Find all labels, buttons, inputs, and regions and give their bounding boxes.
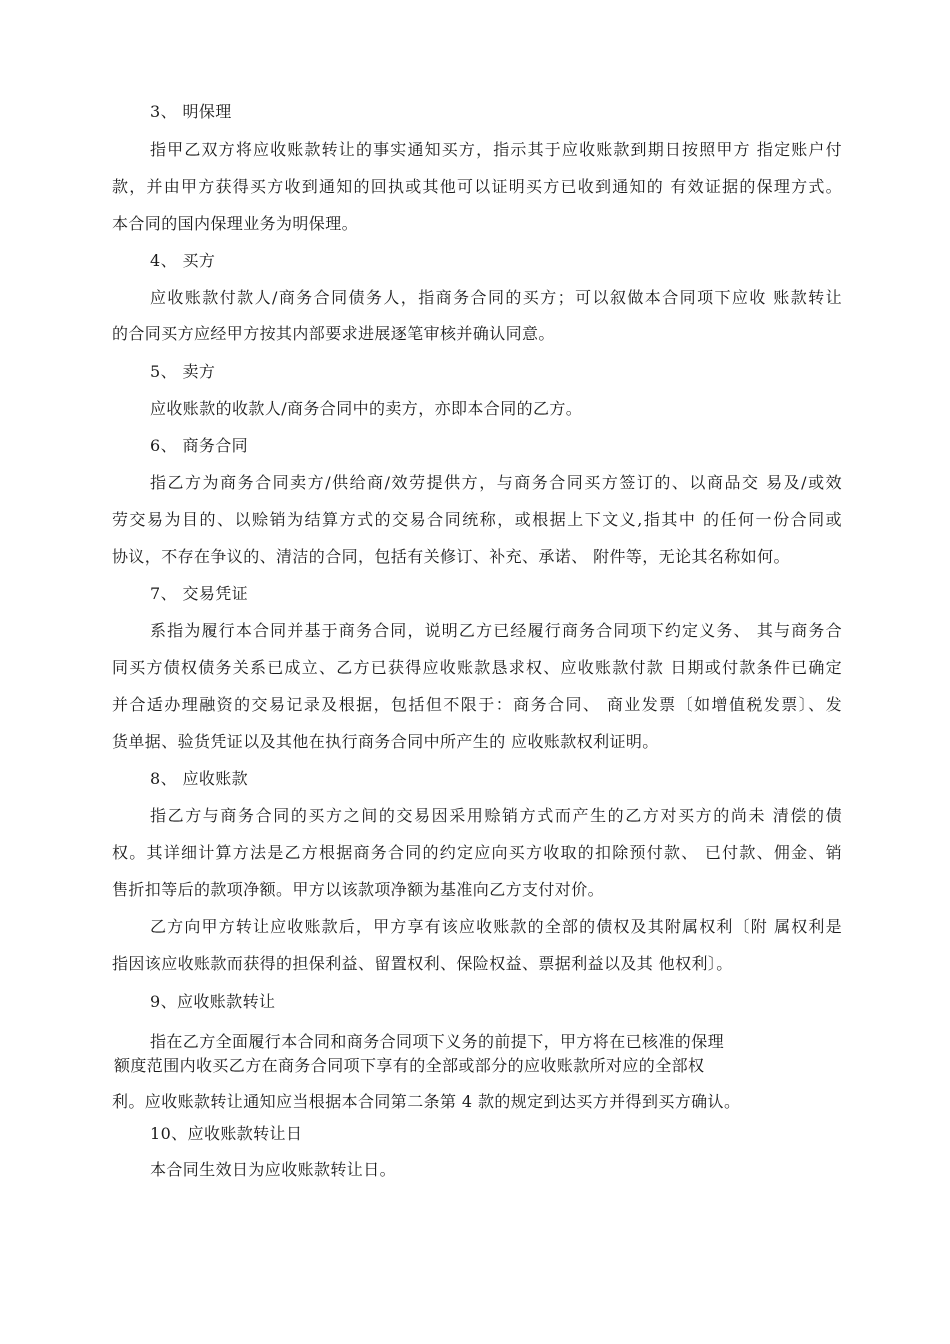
paragraph-line: 同买方债权债务关系已成立、乙方已获得应收账款恳求权、应收账款付款 日期或付款条件已确定	[112, 658, 842, 677]
paragraph-line: 指乙方为商务合同卖方/供给商/效劳提供方，与商务合同买方签订的、以商品交 易及/或效	[150, 473, 842, 492]
paragraph-line: 系指为履行本合同并基于商务合同，说明乙方已经履行商务合同项下约定义务、 其与商务合	[150, 621, 842, 640]
section-heading: 3、 明保理	[150, 102, 232, 121]
paragraph-line: 售折扣等后的款项净额。甲方以该款项净额为基准向乙方支付对价。	[112, 880, 605, 899]
section-heading: 10、应收账款转让日	[150, 1124, 303, 1143]
paragraph-line: 指因该应收账款而获得的担保利益、留置权利、保险权益、票据利益以及其 他权利〕。	[112, 954, 733, 973]
section-heading: 5、 卖方	[150, 362, 216, 381]
paragraph-line: 协议，不存在争议的、清洁的合同，包括有关修订、补充、承诺、 附件等，无论其名称如何。	[112, 547, 790, 566]
section-heading: 6、 商务合同	[150, 436, 249, 455]
section-heading: 7、 交易凭证	[150, 584, 249, 603]
paragraph-line: 应收账款付款人/商务合同债务人，指商务合同的买方；可以叙做本合同项下应收 账款转让	[150, 288, 842, 307]
paragraph-line: 应收账款的收款人/商务合同中的卖方，亦即本合同的乙方。	[150, 399, 583, 418]
paragraph-line: 乙方向甲方转让应收账款后，甲方享有该应收账款的全部的债权及其附属权利〔附 属权利是	[150, 917, 842, 936]
paragraph-line: 的合同买方应经甲方按其内部要求进展逐笔审核并确认同意。	[112, 324, 555, 343]
paragraph-line: 指在乙方全面履行本合同和商务合同项下义务的前提下，甲方将在已核准的保理	[150, 1032, 725, 1051]
paragraph-line: 货单据、验货凭证以及其他在执行商务合同中所产生的 应收账款权利证明。	[112, 732, 659, 751]
paragraph-line: 额度范围内收买乙方在商务合同项下享有的全部或部分的应收账款所对应的全部权	[114, 1056, 705, 1075]
paragraph-line: 劳交易为目的、以赊销为结算方式的交易合同统称，或根据上下文义,指其中 的任何一份合同或	[112, 510, 842, 529]
paragraph-line: 款，并由甲方获得买方收到通知的回执或其他可以证明买方已收到通知的 有效证据的保理方式。	[112, 177, 842, 196]
section-heading: 9、应收账款转让	[150, 992, 276, 1011]
paragraph-line: 本合同的国内保理业务为明保理。	[112, 214, 359, 233]
paragraph-line: 利。应收账款转让通知应当根据本合同第二条第 4 款的规定到达买方并得到买方确认。	[112, 1092, 741, 1111]
section-heading: 8、 应收账款	[150, 769, 249, 788]
section-heading: 4、 买方	[150, 251, 216, 270]
paragraph-line: 本合同生效日为应收账款转让日。	[150, 1160, 397, 1179]
paragraph-line: 权。其详细计算方法是乙方根据商务合同的约定应向买方收取的扣除预付款、 已付款、佣金、销	[112, 843, 842, 862]
paragraph-line: 指甲乙双方将应收账款转让的事实通知买方，指示其于应收账款到期日按照甲方 指定账户付	[150, 140, 842, 159]
paragraph-line: 并合适办理融资的交易记录及根据，包括但不限于：商务合同、 商业发票〔如增值税发票〕、发	[112, 695, 842, 714]
paragraph-line: 指乙方与商务合同的买方之间的交易因采用赊销方式而产生的乙方对买方的尚未 清偿的债	[150, 806, 842, 825]
